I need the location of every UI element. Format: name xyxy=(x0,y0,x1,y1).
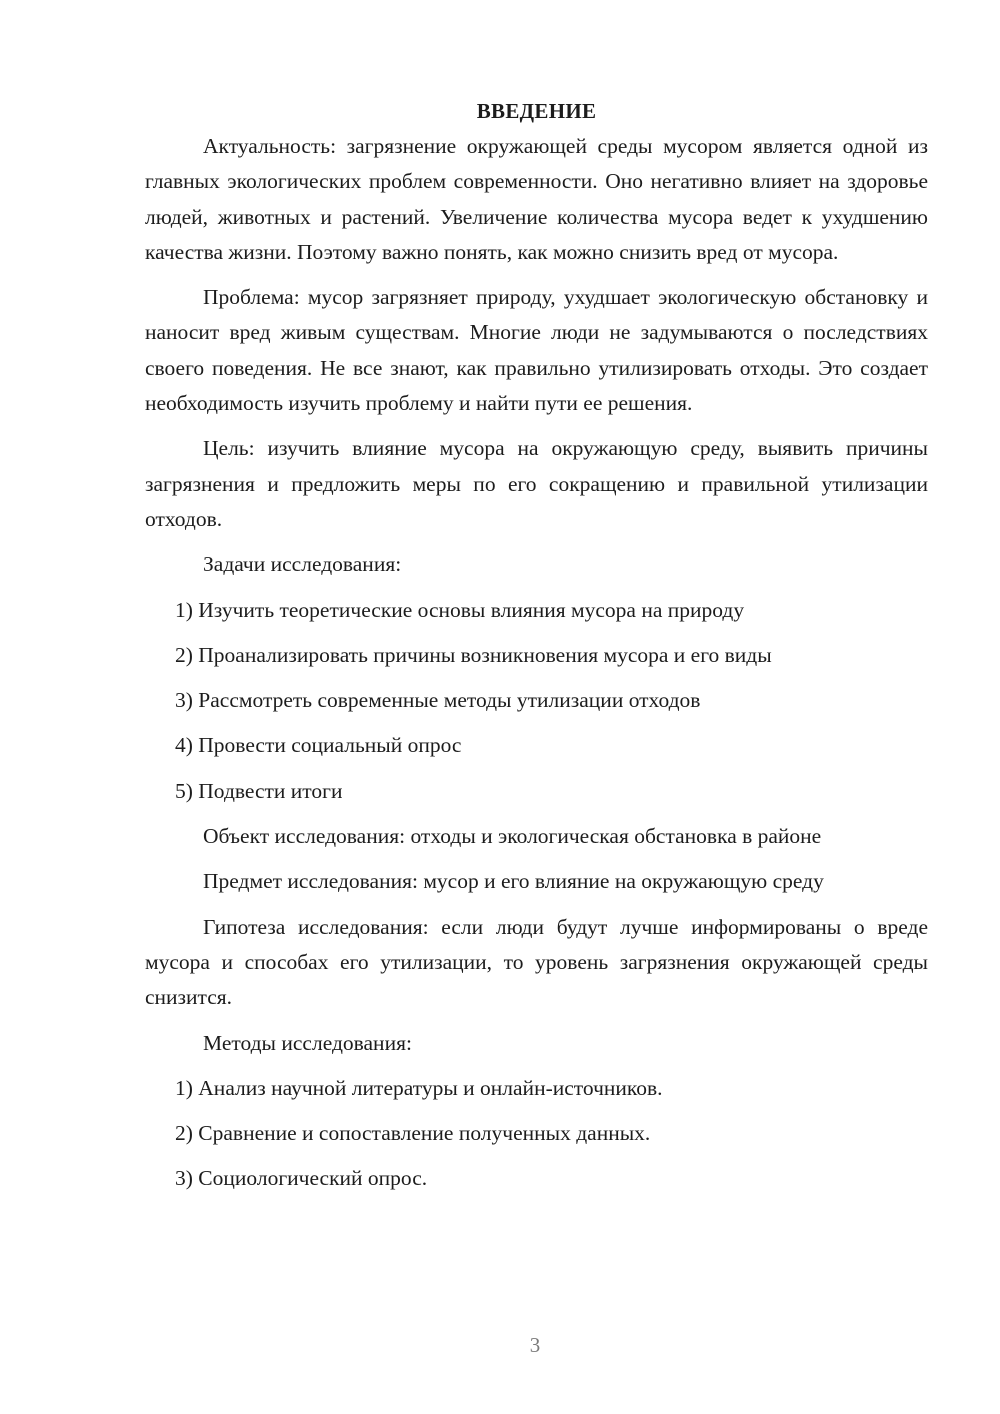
relevance-paragraph: Актуальность: загрязнение окружающей среды мусором является одной из главных экологических проблем современности. Оно негативно влияет на здоровье людей, животных и растений. Увеличение количества мусора ведет к ухудшению качества жизни. Поэтому важно понять, как можно снизить вред от мусора. xyxy=(145,134,928,264)
task-item: 3) Рассмотреть современные методы утилизации отходов xyxy=(175,688,701,713)
task-item: 2) Проанализировать причины возникновения мусора и его виды xyxy=(175,642,772,667)
problem-paragraph: Проблема: мусор загрязняет природу, ухудшает экологическую обстановку и наносит вред живым существам. Многие люди не задумываются о последствиях своего поведения. Не все знают, как правильно утилизировать отходы. Это создает необходимость изучить проблему и найти пути ее решения. xyxy=(145,285,928,416)
page-number: 3 xyxy=(529,1333,541,1357)
section-title: ВВЕДЕНИЕ xyxy=(476,99,597,123)
task-item: 1) Изучить теоретические основы влияния мусора на природу xyxy=(175,597,745,622)
method-item: 2) Сравнение и сопоставление полученных данных. xyxy=(175,1121,651,1146)
methods-heading: Методы исследования: xyxy=(203,1030,412,1055)
method-item: 1) Анализ научной литературы и онлайн-источников. xyxy=(175,1075,663,1100)
hypothesis-paragraph: Гипотеза исследования: если люди будут лучше информированы о вреде мусора и способах его утилизации, то уровень загрязнения окружающей среды снизится. xyxy=(145,914,928,1010)
document-body xyxy=(145,95,928,1207)
task-item: 4) Провести социальный опрос xyxy=(175,733,462,758)
task-item: 5) Подвести итоги xyxy=(175,778,343,803)
tasks-heading: Задачи исследования: xyxy=(203,552,402,577)
research-object: Объект исследования: отходы и экологическая обстановка в районе xyxy=(203,824,822,849)
method-item: 3) Социологический опрос. xyxy=(175,1166,428,1191)
research-subject: Предмет исследования: мусор и его влияние на окружающую среду xyxy=(203,869,824,894)
goal-paragraph: Цель: изучить влияние мусора на окружающую среду, выявить причины загрязнения и предложить меры по его сокращению и правильной утилизации отходов. xyxy=(145,436,928,531)
